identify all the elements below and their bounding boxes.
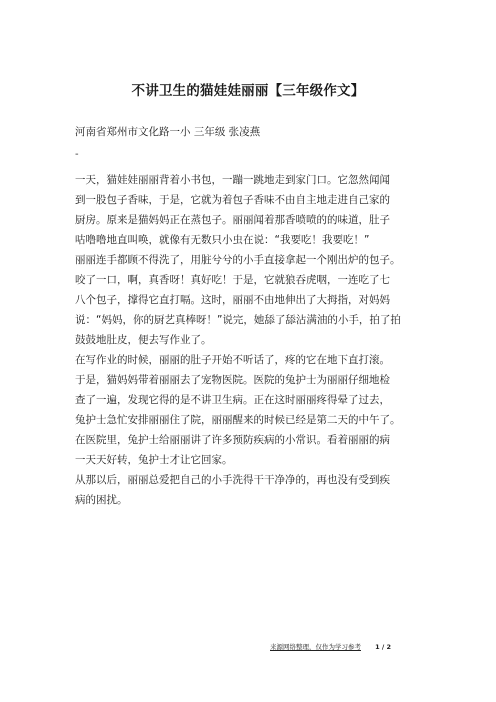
essay-title: 不讲卫生的猫娃娃丽丽【三年级作文】 bbox=[131, 83, 365, 99]
body-line: 在医院里，兔护士给丽丽讲了许多预防疾病的小常识。看着丽丽的病 bbox=[75, 434, 390, 446]
body-line: 丽丽连手都顾不得洗了，用脏兮兮的小手直接拿起一个刚出炉的包子。 bbox=[75, 254, 401, 266]
body-line: 一天，猫娃娃丽丽背着小书包，一蹦一跳地走到家门口。它忽然闻闻 bbox=[75, 174, 390, 186]
separator-mark: - bbox=[75, 149, 79, 160]
page-footer bbox=[270, 642, 391, 651]
body-line: 说：“妈妈，你的厨艺真棒呀！”说完，她舔了舔沾满油的小手，拍了拍 bbox=[75, 314, 401, 326]
body-line: 八个包子，撑得它直打嗝。这时，丽丽不由地伸出了大拇指，对妈妈 bbox=[75, 294, 390, 306]
body-line: 兔护士急忙安排丽丽住了院，丽丽醒来的时候已经是第二天的中午了。 bbox=[75, 414, 401, 426]
body-line: 查了一遍，发现它得的是不讲卫生病。正在这时丽丽疼得晕了过去， bbox=[75, 394, 390, 406]
author-line: 河南省郑州市文化路一小 三年级 张凌燕 bbox=[75, 126, 261, 138]
body-line: 鼓鼓地肚皮，便去写作业了。 bbox=[75, 334, 212, 346]
body-line: 到一股包子香味，于是，它就为着包子香味不由自主地走进自己家的 bbox=[75, 194, 390, 206]
body-line: 在写作业的时候，丽丽的肚子开始不听话了，疼的它在地下直打滚。 bbox=[75, 354, 390, 366]
body-line: 一天天好转，兔护士才让它回家。 bbox=[75, 454, 233, 466]
page-number: 1 / 2 bbox=[375, 643, 392, 651]
body-line: 病的困扰。 bbox=[75, 494, 128, 506]
body-line: 厨房。原来是猫妈妈正在蒸包子。丽丽闻着那香喷喷的的味道，肚子 bbox=[75, 214, 390, 226]
body-line: 于是，猫妈妈带着丽丽去了宠物医院。医院的兔护士为丽丽仔细地检 bbox=[75, 374, 390, 386]
body-line: 咬了一口，啊，真香呀！真好吃！于是，它就狼吞虎咽，一连吃了七 bbox=[75, 274, 390, 286]
footer-note: 来源网络整理，仅作为学习参考 bbox=[270, 643, 361, 651]
essay-body bbox=[75, 170, 437, 510]
body-line: 从那以后，丽丽总爱把自己的小手洗得干干净净的，再也没有受到疾 bbox=[75, 474, 390, 486]
body-line: 咕噜噜地直叫唤，就像有无数只小虫在说：“我要吃！我要吃！” bbox=[75, 234, 370, 246]
